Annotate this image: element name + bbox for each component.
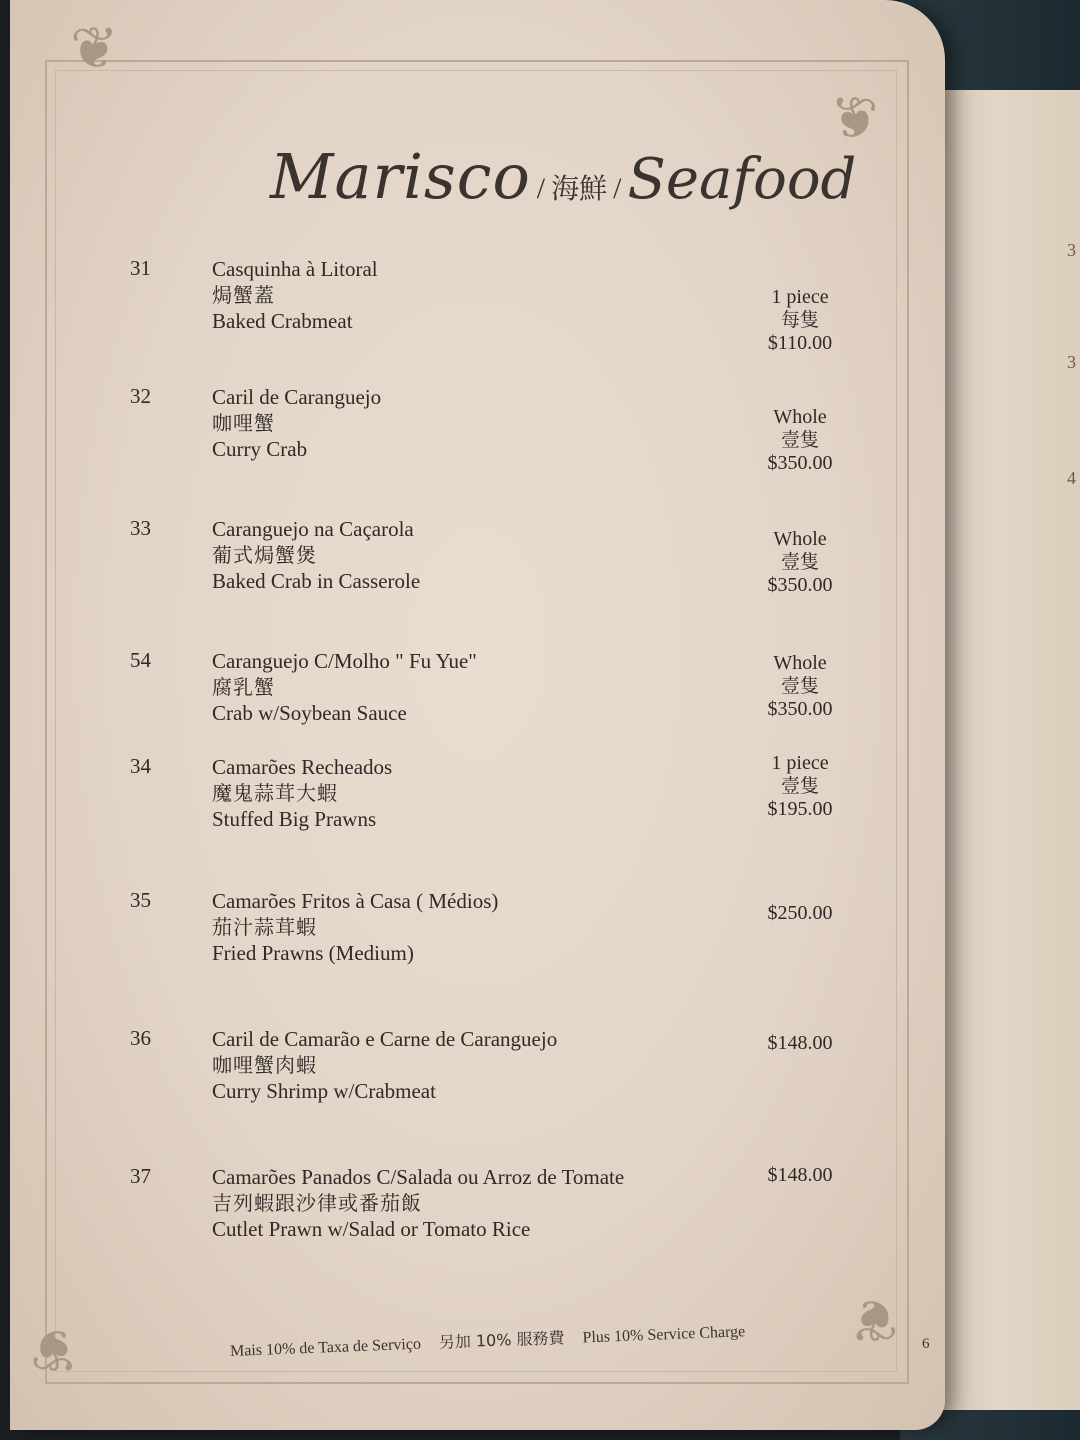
- item-portion-chinese: 壹隻: [780, 675, 819, 697]
- next-page-number-fragment: 3: [1067, 240, 1076, 260]
- item-name-chinese: 咖哩蟹: [212, 411, 275, 435]
- service-charge-portuguese: Mais 10% de Taxa de Serviço: [229, 1335, 422, 1360]
- item-number: 33: [130, 516, 151, 540]
- ornament-top-right-icon: ❦: [830, 86, 879, 151]
- service-charge-english: Plus 10% Service Charge: [582, 1323, 746, 1347]
- item-name-portuguese: Caril de Caranguejo: [212, 385, 382, 409]
- item-name-english: Fried Prawns (Medium): [212, 941, 414, 965]
- item-number: 31: [130, 256, 151, 280]
- item-name-chinese: 葡式焗蟹煲: [212, 543, 317, 567]
- item-price: $250.00: [767, 902, 833, 924]
- item-portion: Whole: [773, 406, 827, 428]
- item-name-portuguese: Caril de Camarão e Carne de Caranguejo: [212, 1027, 558, 1051]
- item-name-english: Curry Shrimp w/Crabmeat: [212, 1079, 436, 1103]
- item-price: $195.00: [767, 798, 833, 820]
- item-name-english: Stuffed Big Prawns: [212, 807, 377, 831]
- menu-page: [10, 0, 945, 1430]
- title-portuguese: Marisco: [270, 140, 531, 213]
- item-name-english: Crab w/Soybean Sauce: [212, 701, 407, 725]
- ornament-bottom-left-icon: ❦: [30, 1317, 79, 1382]
- item-portion: Whole: [773, 652, 827, 674]
- item-name-portuguese: Camarões Fritos à Casa ( Médios): [212, 889, 499, 913]
- item-name-portuguese: Camarões Recheados: [212, 755, 393, 779]
- item-price: $350.00: [767, 452, 833, 474]
- item-portion: Whole: [773, 528, 827, 550]
- ornament-bottom-right-icon: ❦: [850, 1287, 899, 1352]
- item-name-portuguese: Caranguejo C/Molho " Fu Yue": [212, 649, 477, 673]
- ornament-top-left-icon: ❦: [70, 16, 119, 81]
- item-name-portuguese: Caranguejo na Caçarola: [212, 517, 414, 541]
- item-portion: 1 piece: [771, 286, 829, 308]
- page-title: [270, 140, 857, 240]
- item-name-english: Curry Crab: [212, 437, 308, 461]
- item-name-portuguese: Camarões Panados C/Salada ou Arroz de Tomate: [212, 1165, 625, 1189]
- title-english: Seafood: [627, 147, 857, 212]
- title-separator: /: [536, 172, 546, 205]
- title-separator: /: [613, 172, 622, 205]
- next-page-number-fragment: 3: [1067, 352, 1076, 372]
- item-name-english: Baked Crabmeat: [212, 309, 353, 333]
- service-charge-chinese: 另加 10% 服務費: [438, 1328, 565, 1352]
- item-number: 32: [130, 384, 151, 408]
- item-price: $148.00: [767, 1032, 833, 1054]
- item-number: 36: [130, 1026, 151, 1050]
- item-portion-chinese: 壹隻: [780, 551, 819, 573]
- item-name-english: Cutlet Prawn w/Salad or Tomato Rice: [212, 1217, 531, 1241]
- item-name-chinese: 焗蟹蓋: [212, 283, 275, 307]
- item-price: $350.00: [767, 574, 833, 596]
- item-portion-chinese: 每隻: [780, 309, 819, 331]
- item-portion-chinese: 壹隻: [780, 429, 819, 451]
- item-price: $350.00: [767, 698, 833, 720]
- item-name-english: Baked Crab in Casserole: [212, 569, 421, 593]
- item-name-portuguese: Casquinha à Litoral: [212, 257, 378, 281]
- item-price: $110.00: [767, 332, 833, 354]
- item-number: 34: [130, 754, 151, 778]
- next-page-number-fragment: 4: [1067, 468, 1076, 488]
- item-name-chinese: 魔鬼蒜茸大蝦: [212, 781, 338, 805]
- item-number: 35: [130, 888, 151, 912]
- item-portion: 1 piece: [771, 752, 829, 774]
- item-name-chinese: 吉列蝦跟沙律或番茄飯: [212, 1191, 422, 1215]
- item-name-chinese: 咖哩蟹肉蝦: [212, 1053, 317, 1077]
- title-chinese: 海鮮: [551, 172, 608, 205]
- item-number: 37: [130, 1164, 151, 1188]
- page-number: 6: [922, 1336, 930, 1352]
- item-name-chinese: 腐乳蟹: [212, 675, 275, 699]
- item-portion-chinese: 壹隻: [780, 775, 819, 797]
- item-price: $148.00: [767, 1164, 833, 1186]
- item-name-chinese: 茄汁蒜茸蝦: [212, 915, 317, 939]
- item-number: 54: [130, 648, 151, 672]
